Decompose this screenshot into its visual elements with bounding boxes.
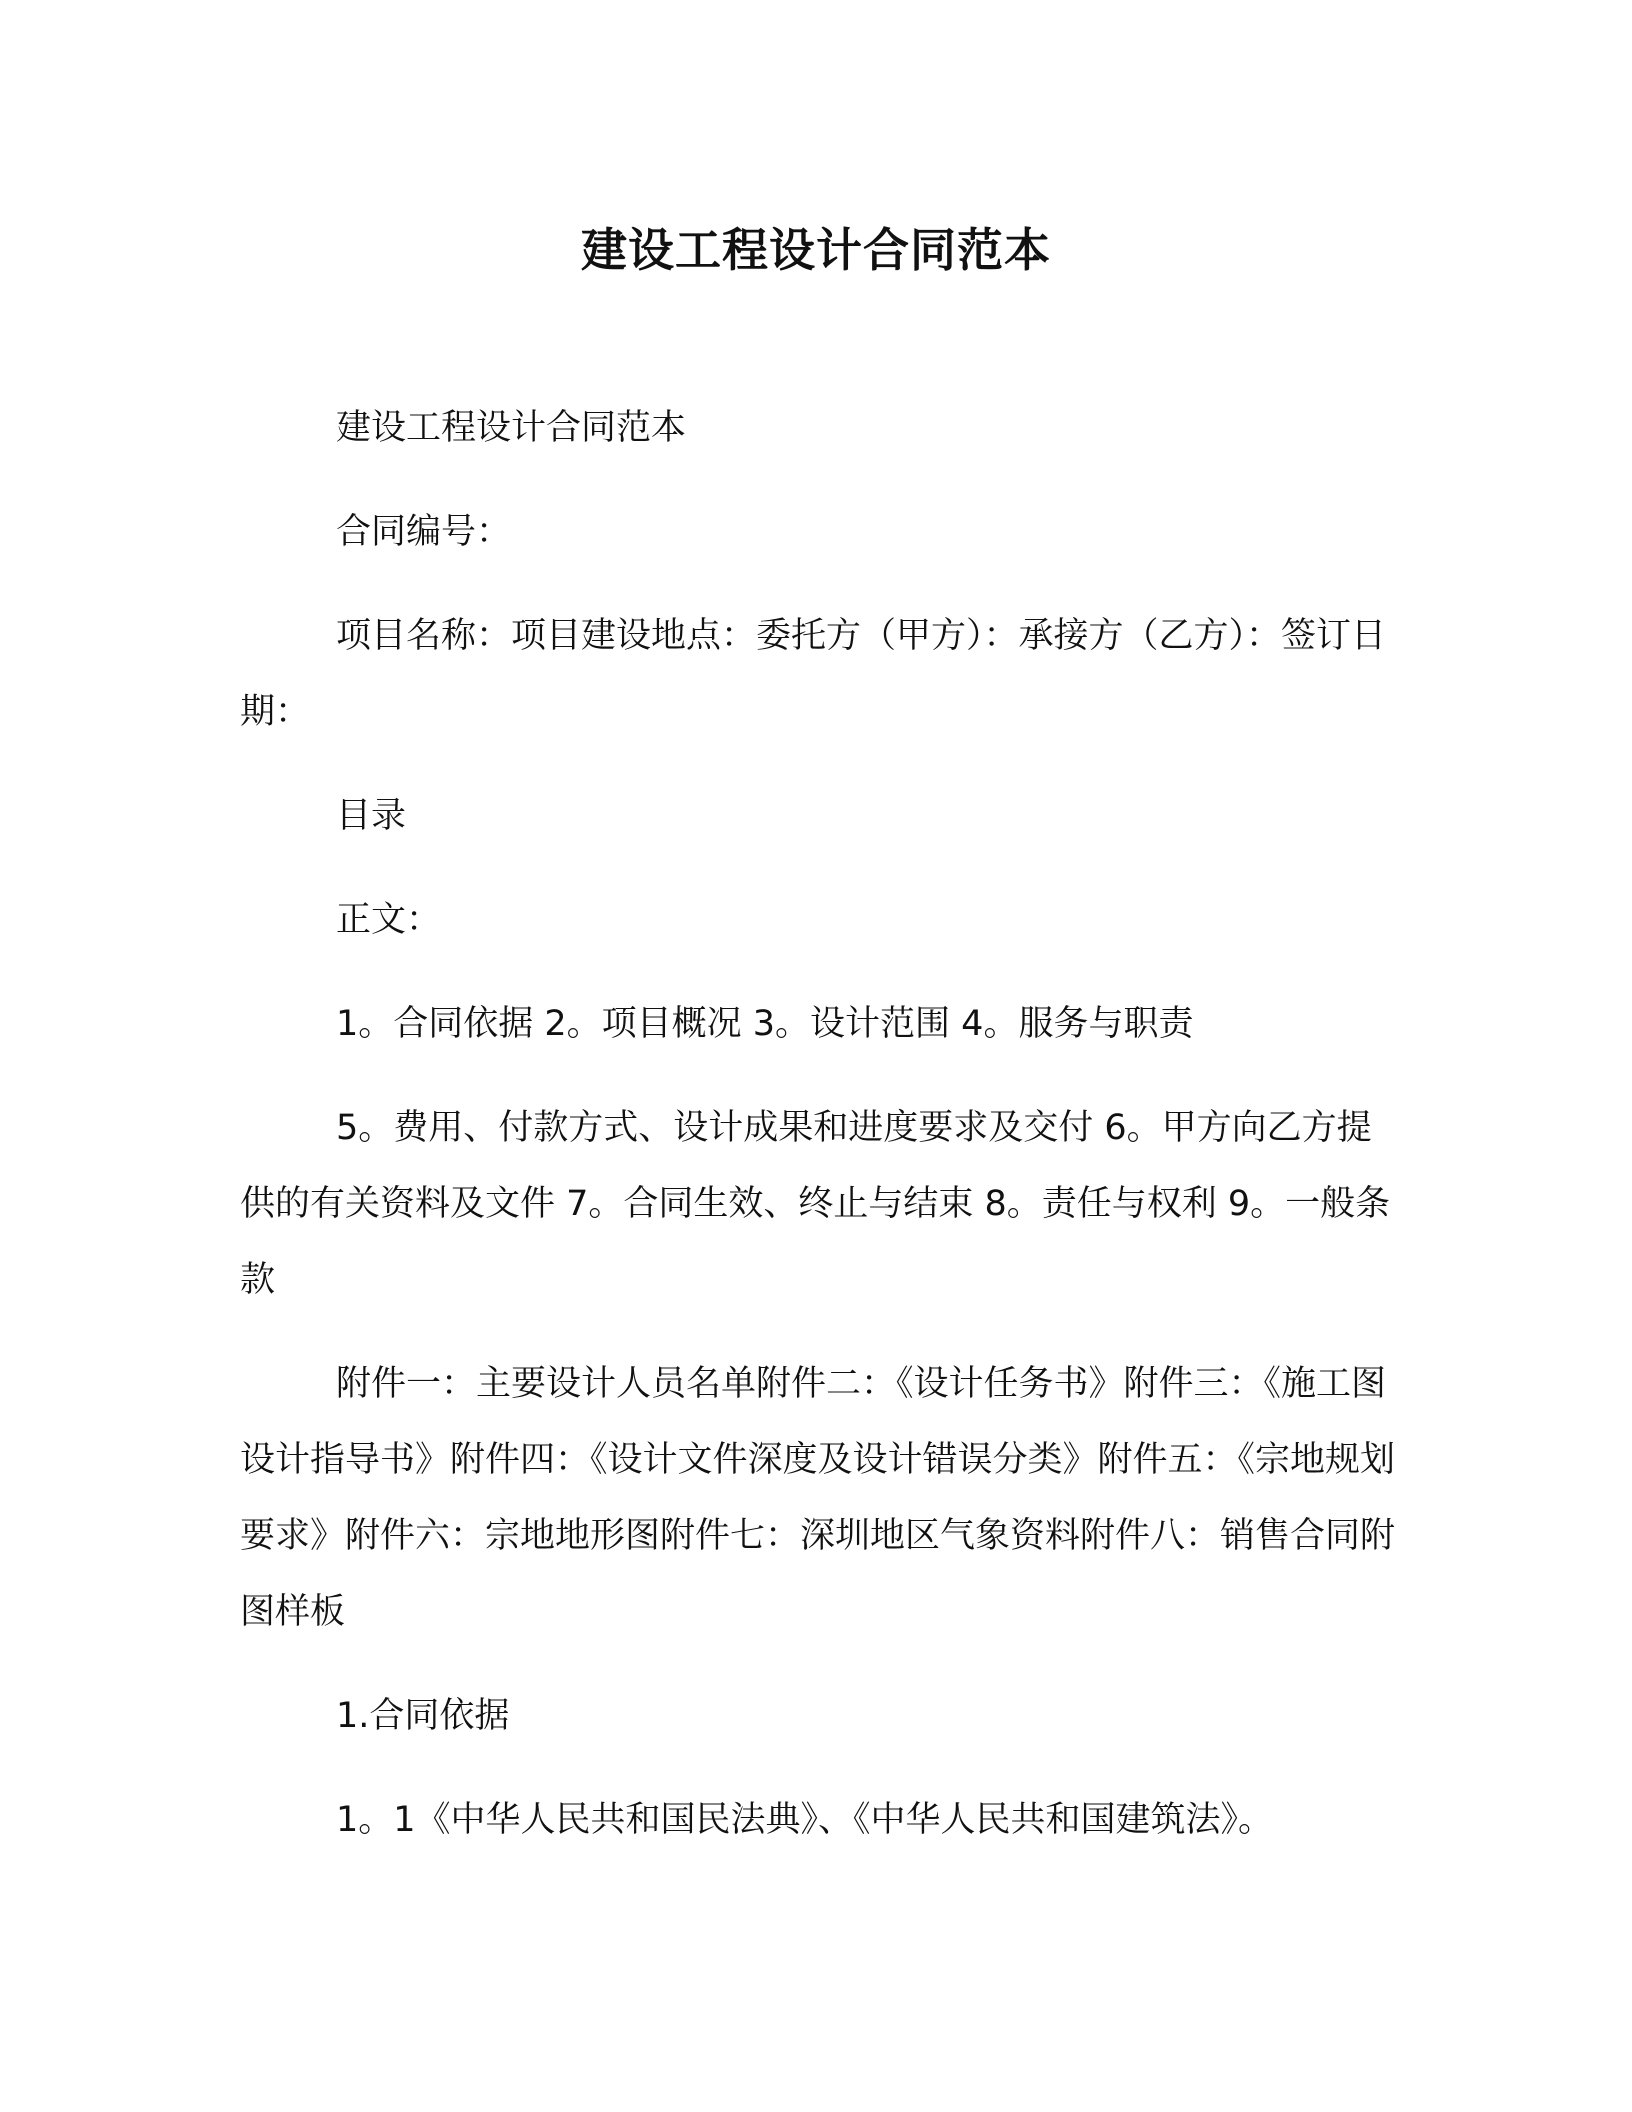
paragraph-section-1-heading: 1.合同依据 [336,1696,510,1736]
paragraph-section-1-1: 1。1《中华人民共和国民法典》、《中华人民共和国建筑法》。 [336,1800,1274,1840]
paragraph-toc: 目录 [336,796,407,836]
paragraph-contract-number: 合同编号： [336,512,512,552]
paragraph-attachments: 附件一：主要设计人员名单附件二：《设计任务书》附件三：《施工图设计指导书》附件四：《设计文件深度及设计错误分类》附件五：《宗地规划要求》附件六：宗地地形图附件七：深圳地区气象资料附件八：销售合同附图样板 [240,1364,1396,1632]
paragraph-heading-repeat: 建设工程设计合同范本 [336,408,687,448]
paragraph-project-info: 项目名称：项目建设地点：委托方（甲方）：承接方（乙方）：签订日期： [240,616,1387,732]
paragraph-toc-items-2: 5。费用、付款方式、设计成果和进度要求及交付 6。甲方向乙方提供的有关资料及文件 7。合同生效、终止与结束 8。责任与权利 9。一般条款 [240,1108,1391,1300]
paragraph-main-text: 正文： [336,900,442,940]
document-body [240,390,1400,1886]
document-title: 建设工程设计合同范本 [581,223,1051,277]
paragraph-toc-items-1: 1。合同依据 2。项目概况 3。设计范围 4。服务与职责 [336,1004,1194,1044]
